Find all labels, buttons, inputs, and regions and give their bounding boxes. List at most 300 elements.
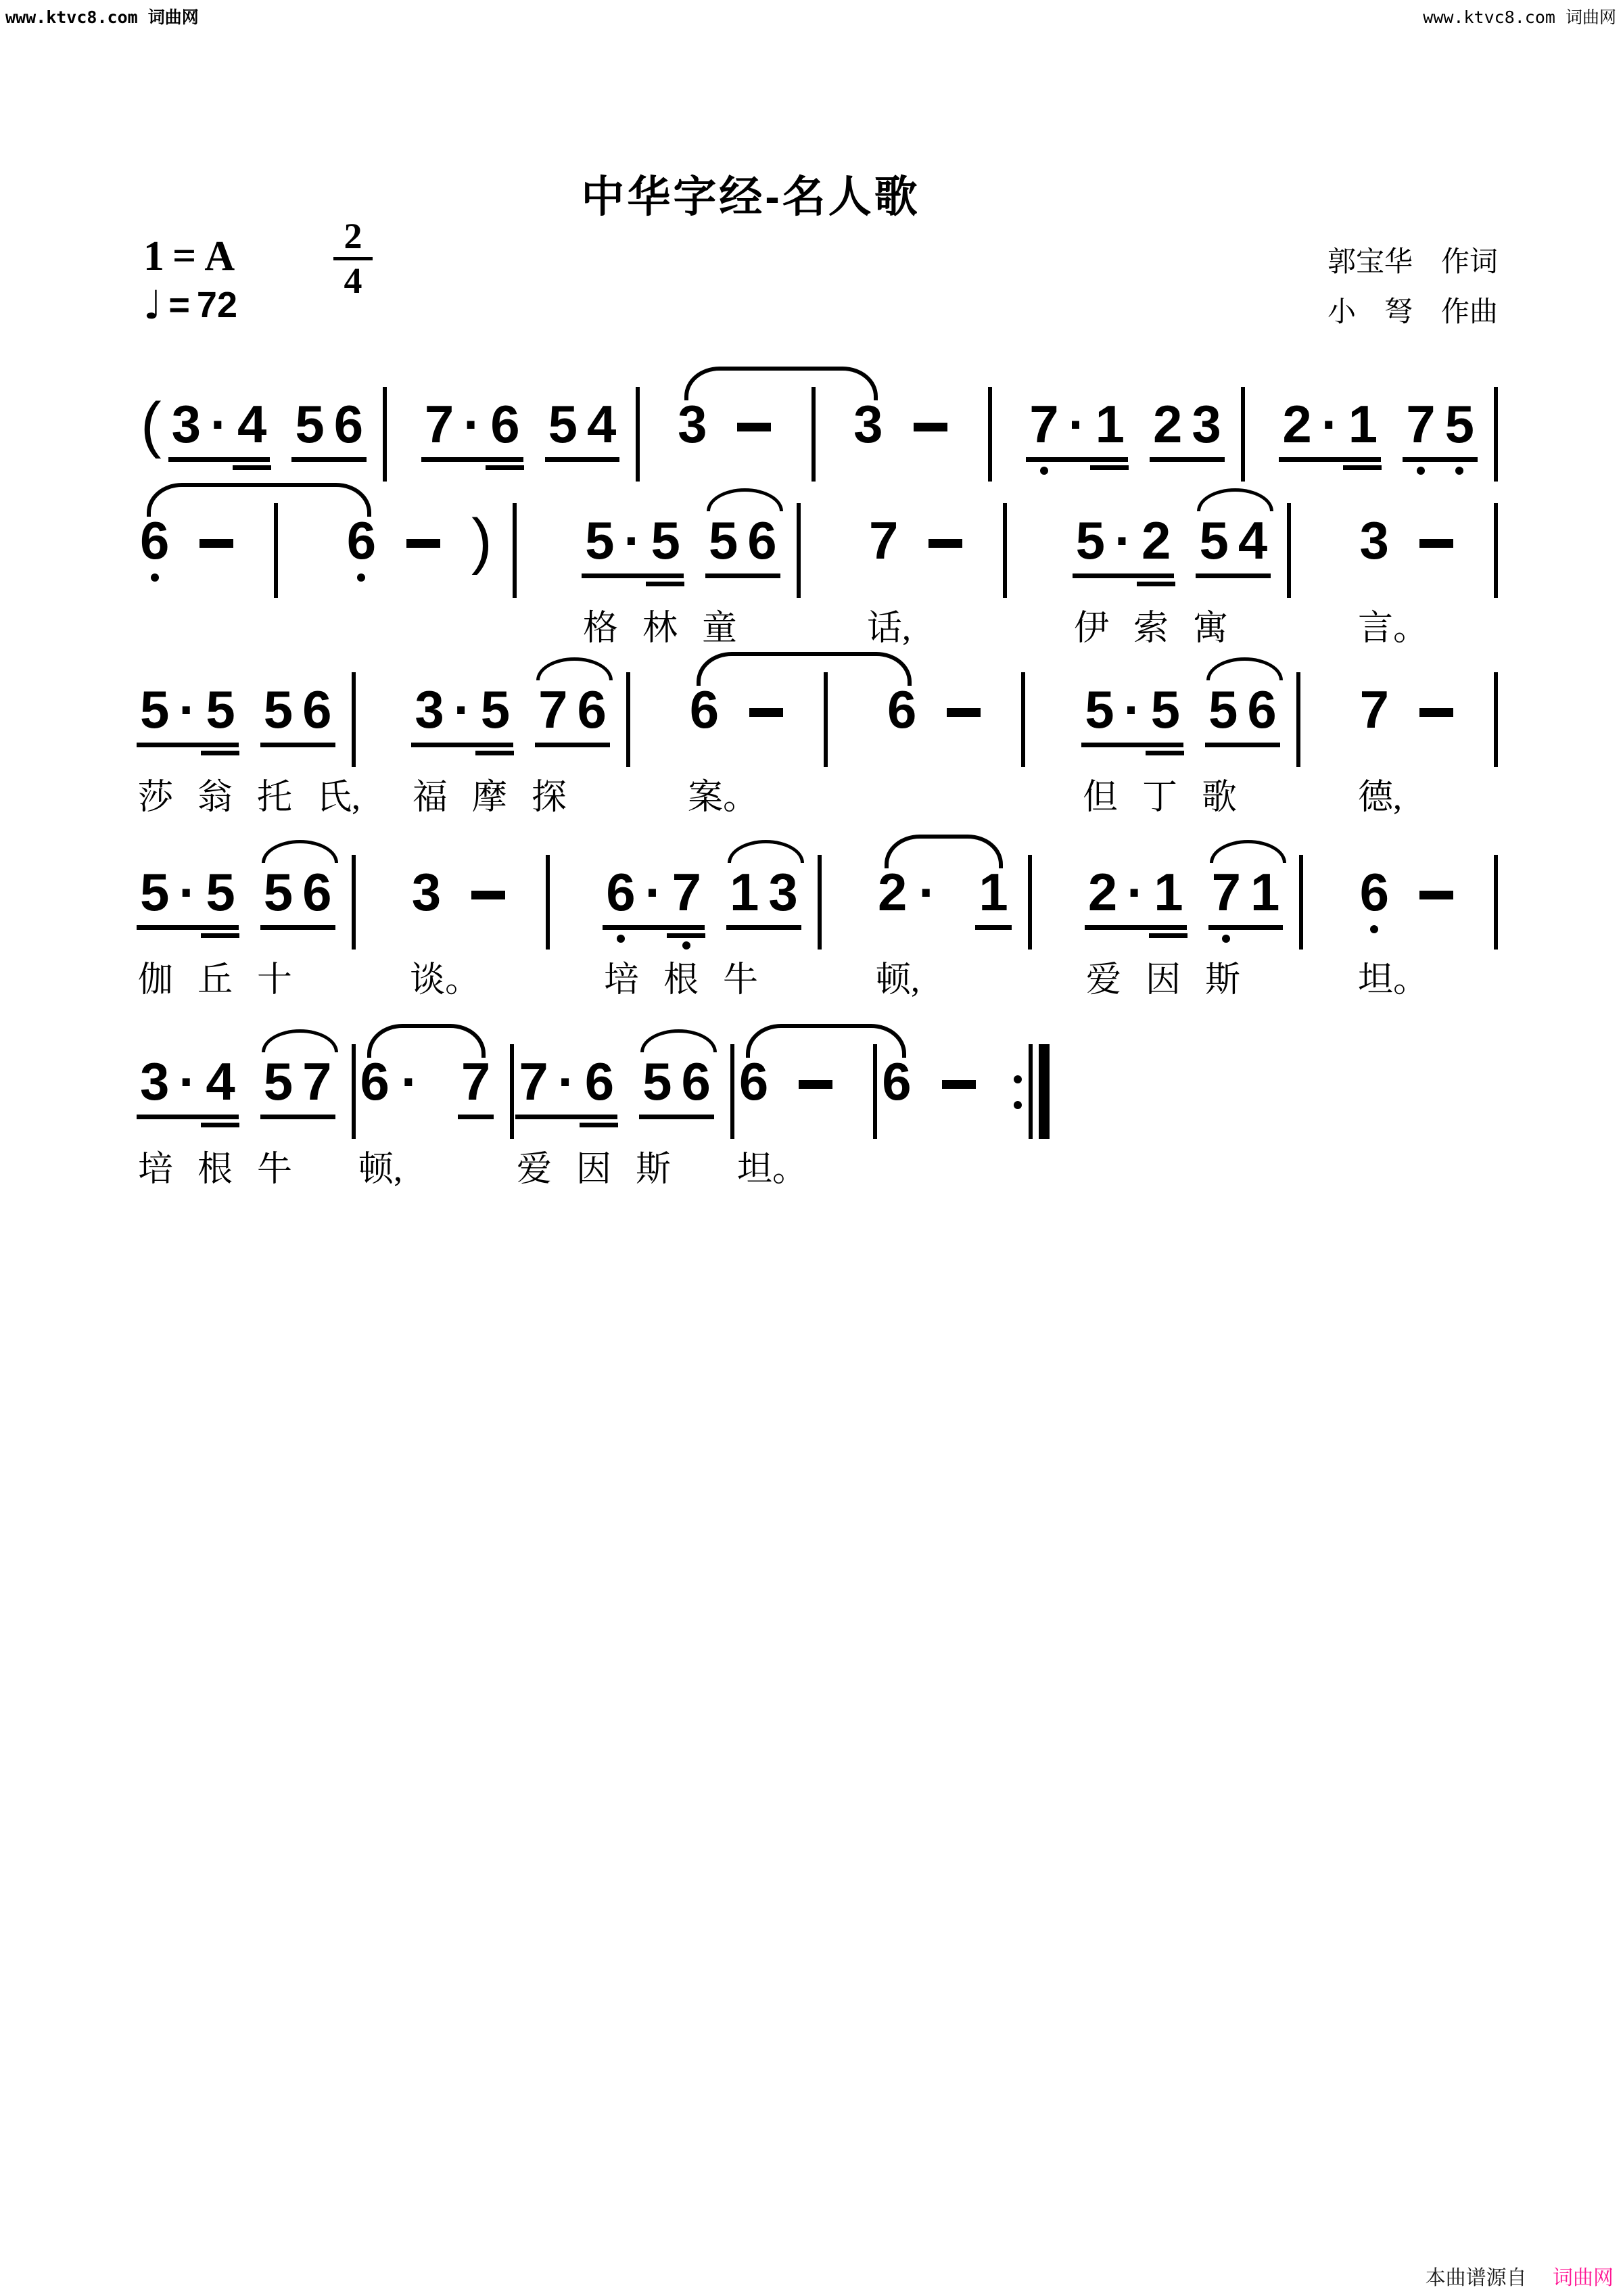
footer — [1426, 2261, 1614, 2291]
measure — [1080, 672, 1300, 767]
composer-credit: 小 弩 作曲 — [1327, 296, 1498, 328]
note-char: 6 — [577, 680, 607, 739]
tempo — [143, 282, 237, 328]
note-char: 6 — [302, 680, 332, 739]
lyric-syllable: 牛 — [257, 1150, 293, 1189]
lyric-syllable: 坦。 — [1358, 961, 1429, 1000]
lyric-syllable: 爱 — [1086, 961, 1122, 1000]
note-char: 5 — [206, 862, 235, 922]
note-group — [1080, 680, 1185, 767]
parenthesis: ( — [141, 390, 162, 459]
note-char: 1 — [1154, 862, 1183, 922]
note-char: 4 — [206, 1052, 235, 1111]
octave-dot — [1455, 467, 1463, 475]
score-line — [135, 672, 1498, 816]
lyric-syllable: 案。 — [688, 778, 759, 817]
note-group — [1277, 394, 1382, 482]
lyric-syllable: 伊 — [1074, 609, 1110, 648]
beam — [726, 925, 801, 930]
note-char: 7 — [538, 680, 568, 739]
key-signature — [143, 235, 237, 277]
note-char: · — [453, 680, 471, 739]
barline — [1494, 672, 1498, 767]
note-char: 2 — [1142, 511, 1171, 570]
note-char: 6 — [689, 680, 720, 739]
note-char: 6 — [584, 1052, 615, 1111]
lyric-syllable: 根 — [197, 1150, 233, 1189]
song-title: 中华字经-名人歌 — [581, 172, 920, 221]
lyricist-credit: 郭宝华 作词 — [1327, 247, 1498, 278]
lyric-syllable: 十 — [257, 961, 293, 1000]
lyric-syllable: 坦。 — [737, 1150, 808, 1189]
octave-dot — [151, 573, 159, 582]
dash-note — [406, 539, 440, 548]
measure — [135, 672, 356, 767]
note-char: 1 — [1348, 394, 1378, 454]
beam — [1279, 457, 1381, 462]
note-group — [685, 680, 724, 767]
measure — [356, 1044, 515, 1139]
augmentation-dot: · — [918, 862, 937, 922]
time-signature — [331, 218, 375, 300]
note-char: 5 — [1075, 511, 1106, 570]
note-group — [356, 1052, 394, 1139]
lyric-syllable: 格 — [583, 609, 619, 648]
lyric-syllable: 丁 — [1142, 778, 1178, 817]
note-char: 5 — [263, 1052, 293, 1111]
barline — [274, 503, 278, 598]
dash-note — [1419, 539, 1453, 548]
measure — [734, 1044, 877, 1139]
lyric-syllable: 但 — [1083, 778, 1119, 817]
note-group — [167, 394, 272, 482]
tie-arc — [147, 483, 371, 517]
lyric-syllable: 牛 — [723, 961, 759, 1000]
octave-dot — [1370, 925, 1378, 933]
beam — [603, 925, 705, 930]
note-char: 5 — [1444, 394, 1474, 454]
measure — [342, 503, 517, 598]
note-group — [704, 511, 782, 598]
barline — [383, 387, 387, 482]
note-group — [407, 862, 446, 950]
lyric-phrase — [867, 599, 935, 650]
lyric-syllable: 福 — [413, 778, 448, 817]
note-char: · — [1321, 394, 1339, 454]
note-char: 5 — [263, 862, 293, 922]
measure — [601, 855, 822, 950]
note-group — [883, 680, 921, 767]
measure — [1355, 503, 1498, 598]
note-char: 6 — [738, 1052, 769, 1111]
note-group — [673, 394, 711, 482]
dash-note — [799, 1080, 832, 1089]
measure — [877, 1044, 1049, 1139]
dash-note — [749, 708, 783, 717]
note-group — [1025, 394, 1129, 482]
lyric-phrase — [1083, 768, 1261, 819]
note-group — [873, 862, 912, 950]
note-group — [1355, 680, 1394, 767]
tempo-equals: = — [168, 285, 190, 325]
note-char: 3 — [171, 394, 202, 454]
measure — [580, 503, 801, 598]
measure — [1355, 672, 1498, 767]
lyric-phrase — [1086, 951, 1265, 1002]
barline — [1299, 855, 1303, 950]
measure — [135, 503, 278, 598]
octave-dot — [1040, 467, 1048, 475]
barline — [1028, 855, 1032, 950]
measure — [1025, 387, 1245, 482]
measure — [135, 1044, 356, 1139]
lyric-syllable: 托 — [257, 778, 293, 817]
note-char: 4 — [587, 394, 617, 454]
note-char: 1 — [1095, 394, 1125, 454]
note-char: · — [1127, 862, 1145, 922]
barline — [1494, 855, 1498, 950]
note-group — [135, 511, 174, 598]
dash-note — [1419, 708, 1453, 717]
note-char: · — [179, 680, 197, 739]
tie-arc — [367, 1024, 486, 1058]
barline — [1494, 503, 1498, 598]
note-char: · — [1123, 680, 1142, 739]
barline — [1494, 387, 1498, 482]
barline — [352, 855, 356, 950]
slur-arc — [1206, 657, 1283, 680]
key-equals: = — [172, 233, 197, 279]
note-group — [259, 862, 337, 950]
lyric-syllable: 斯 — [636, 1150, 672, 1189]
note-group — [410, 680, 515, 767]
measure — [410, 672, 630, 767]
barline — [988, 387, 992, 482]
note-char: · — [644, 862, 663, 922]
beam — [1085, 925, 1187, 930]
barline — [818, 855, 822, 950]
note-char: 4 — [1238, 511, 1268, 570]
lyrics-row — [135, 951, 1498, 998]
beam — [1196, 573, 1271, 578]
note-group — [135, 680, 240, 767]
note-char: 7 — [1211, 862, 1242, 922]
note-group — [734, 1052, 773, 1139]
note-char: 3 — [1192, 394, 1221, 454]
lyric-phrase — [1358, 768, 1426, 819]
note-char: 1 — [730, 862, 759, 922]
measure — [873, 855, 1032, 950]
repeat-dot — [1014, 1075, 1022, 1083]
beam — [545, 457, 620, 462]
watermark-top-right: www.ktvc8.com 词曲网 — [1423, 7, 1616, 27]
lyrics-row — [135, 768, 1498, 816]
note-char: 6 — [140, 511, 170, 570]
lyrics-row — [135, 1140, 994, 1188]
watermark-top-left: www.ktvc8.com 词曲网 — [5, 7, 199, 27]
dash-note — [947, 708, 981, 717]
note-group — [259, 1052, 337, 1139]
note-char: · — [1114, 511, 1133, 570]
note-char: 5 — [1208, 680, 1238, 739]
measure — [135, 855, 356, 950]
lyric-phrase — [138, 951, 316, 1002]
lyric-syllable: 顿, — [876, 961, 920, 1000]
beam — [411, 743, 513, 747]
tempo-bpm: 72 — [196, 285, 237, 325]
beam — [515, 1115, 617, 1119]
lyric-syllable: 童 — [702, 609, 738, 648]
beam — [535, 743, 610, 747]
note-group — [1401, 394, 1479, 482]
lyric-phrase — [737, 1140, 832, 1191]
note-char: 6 — [681, 1052, 711, 1111]
measure — [1355, 855, 1498, 950]
dash-note — [1419, 891, 1453, 899]
note-char: 5 — [480, 680, 511, 739]
time-signature-denominator: 4 — [344, 260, 362, 302]
slur-arc — [1210, 840, 1286, 863]
note-char: · — [557, 1052, 575, 1111]
end-repeat-sign — [1014, 1044, 1050, 1139]
key-tempo-block — [143, 216, 362, 328]
lyric-syllable: 因 — [576, 1150, 612, 1189]
measure — [514, 1044, 734, 1139]
note-char: 3 — [415, 680, 444, 739]
footer-source-text: 本曲谱源自 — [1425, 2267, 1527, 2289]
lyric-syllable: 因 — [1146, 961, 1181, 1000]
lyric-phrase — [138, 1140, 316, 1191]
note-group — [849, 394, 887, 482]
measure — [864, 503, 1007, 598]
lyric-syllable: 话, — [867, 609, 912, 648]
note-char: 5 — [585, 511, 615, 570]
note-char: 5 — [1199, 511, 1229, 570]
beam — [1208, 925, 1284, 930]
barline — [636, 387, 640, 482]
tie-arc — [746, 1024, 906, 1058]
note-char: 5 — [140, 680, 170, 739]
sixteenth-beam — [1090, 465, 1129, 470]
measure — [685, 672, 828, 767]
tie-arc — [885, 835, 1003, 868]
note-char: 3 — [1359, 511, 1389, 570]
sixteenth-beam — [1146, 751, 1184, 755]
barline — [352, 672, 356, 767]
lyric-syllable: 培 — [604, 961, 640, 1000]
note-group — [420, 394, 525, 482]
note-char: 6 — [747, 511, 777, 570]
beam — [260, 743, 335, 747]
slur-arc — [536, 657, 613, 680]
beam — [1026, 457, 1128, 462]
notes-row — [135, 855, 1498, 950]
sixteenth-beam — [486, 465, 524, 470]
note-group — [135, 862, 240, 950]
dash-note — [471, 891, 505, 899]
note-group — [864, 511, 903, 598]
note-char: 7 — [868, 511, 899, 570]
note-char: 5 — [206, 680, 235, 739]
note-char: 1 — [979, 862, 1008, 922]
note-group — [1355, 862, 1394, 950]
note-group — [342, 511, 381, 598]
note-group — [638, 1052, 715, 1139]
barline — [513, 503, 517, 598]
dash-note — [737, 423, 771, 431]
lyric-phrase — [688, 768, 782, 819]
note-char: 3 — [140, 1052, 170, 1111]
slur-arc — [728, 840, 804, 863]
notes-row — [135, 503, 1498, 598]
measure — [849, 387, 991, 482]
note-char: 7 — [1359, 680, 1389, 739]
note-char: 6 — [882, 1052, 912, 1111]
beam — [168, 457, 270, 462]
note-group — [1194, 511, 1272, 598]
measure — [1071, 503, 1292, 598]
dash-note — [199, 539, 233, 548]
note-char: 3 — [678, 394, 707, 454]
measure — [135, 387, 387, 482]
note-char: 5 — [651, 511, 680, 570]
note-group — [1355, 511, 1394, 598]
key-prefix: 1 — [143, 233, 164, 279]
lyric-syllable: 顿, — [358, 1150, 403, 1189]
barline — [1003, 503, 1007, 598]
lyric-syllable: 谈。 — [410, 961, 481, 1000]
note-char: 3 — [411, 862, 442, 922]
tie-arc — [697, 652, 912, 686]
barline — [626, 672, 630, 767]
measure — [883, 672, 1025, 767]
beam — [137, 743, 239, 747]
note-group — [544, 394, 621, 482]
note-char: 5 — [1150, 680, 1180, 739]
parenthesis: ) — [471, 507, 492, 576]
note-char: 3 — [768, 862, 798, 922]
note-group — [534, 680, 611, 767]
lyric-syllable: 根 — [663, 961, 699, 1000]
note-char: 5 — [263, 680, 293, 739]
augmentation-dot: · — [400, 1052, 419, 1111]
slur-arc — [262, 1029, 338, 1052]
quarter-note-icon: ♩ — [143, 282, 162, 328]
barline — [812, 387, 816, 482]
note-char: 6 — [887, 680, 917, 739]
note-group — [259, 680, 337, 767]
note-char: 6 — [333, 394, 364, 454]
note-group — [135, 1052, 240, 1139]
lyric-phrase — [413, 768, 591, 819]
repeat-dots — [1014, 1044, 1022, 1139]
beam — [1403, 457, 1478, 462]
note-group — [974, 862, 1012, 950]
beam — [1073, 573, 1175, 578]
notes-row — [135, 1044, 994, 1139]
note-char: 7 — [424, 394, 454, 454]
note-group — [601, 862, 706, 950]
note-char: 5 — [140, 862, 170, 922]
lyric-syllable: 伽 — [138, 961, 174, 1000]
note-char: 6 — [606, 862, 636, 922]
note-group — [1083, 862, 1188, 950]
note-char: 5 — [708, 511, 738, 570]
time-signature-numerator: 2 — [344, 216, 362, 256]
note-char: 6 — [490, 394, 520, 454]
note-char: 2 — [877, 862, 908, 922]
note-char: 3 — [853, 394, 883, 454]
sixteenth-beam — [580, 1123, 618, 1127]
note-char: 4 — [237, 394, 267, 454]
beam — [260, 1115, 335, 1119]
note-char: 2 — [1087, 862, 1118, 922]
lyric-syllable: 探 — [532, 778, 567, 817]
note-group — [1207, 862, 1285, 950]
lyric-phrase — [604, 951, 782, 1002]
barline — [1296, 672, 1300, 767]
note-char: · — [1068, 394, 1086, 454]
note-char: 1 — [1250, 862, 1280, 922]
note-group — [456, 1052, 495, 1139]
note-char: 5 — [1085, 680, 1114, 739]
sixteenth-beam — [1149, 933, 1187, 938]
sixteenth-beam — [201, 751, 239, 755]
note-group — [1204, 680, 1281, 767]
note-char: 7 — [1029, 394, 1059, 454]
octave-dot — [1417, 467, 1425, 475]
note-char: · — [179, 1052, 197, 1111]
barline — [1021, 672, 1025, 767]
note-char: 6 — [1247, 680, 1277, 739]
lyric-phrase — [1358, 599, 1453, 650]
note-char: 5 — [295, 394, 325, 454]
beam — [1150, 457, 1225, 462]
dash-note — [942, 1080, 976, 1089]
barline — [797, 503, 801, 598]
note-group — [725, 862, 803, 950]
sixteenth-beam — [646, 582, 684, 586]
lyric-phrase — [358, 1140, 427, 1191]
footer-site-link[interactable]: 词曲网 — [1553, 2267, 1614, 2289]
beam — [639, 1115, 714, 1119]
note-char: 5 — [642, 1052, 672, 1111]
barline — [1287, 503, 1291, 598]
barline — [824, 672, 828, 767]
measure — [673, 387, 816, 482]
beam — [260, 925, 335, 930]
note-char: · — [210, 394, 229, 454]
note-group — [1148, 394, 1226, 482]
note-char: 7 — [519, 1052, 548, 1111]
sixteenth-beam — [233, 465, 271, 470]
dash-note — [928, 539, 962, 548]
beam — [975, 925, 1011, 930]
note-char: · — [463, 394, 481, 454]
octave-dot — [682, 941, 690, 950]
beam — [137, 1115, 239, 1119]
slur-arc — [640, 1029, 717, 1052]
lyric-syllable: 索 — [1133, 609, 1169, 648]
sixteenth-beam — [201, 1123, 239, 1127]
lyric-syllable: 德, — [1358, 778, 1403, 817]
lyric-syllable: 爱 — [517, 1150, 552, 1189]
lyric-syllable: 斯 — [1205, 961, 1241, 1000]
lyric-syllable: 摩 — [472, 778, 508, 817]
dash-note — [914, 423, 947, 431]
note-char: · — [624, 511, 642, 570]
measure — [407, 855, 550, 950]
